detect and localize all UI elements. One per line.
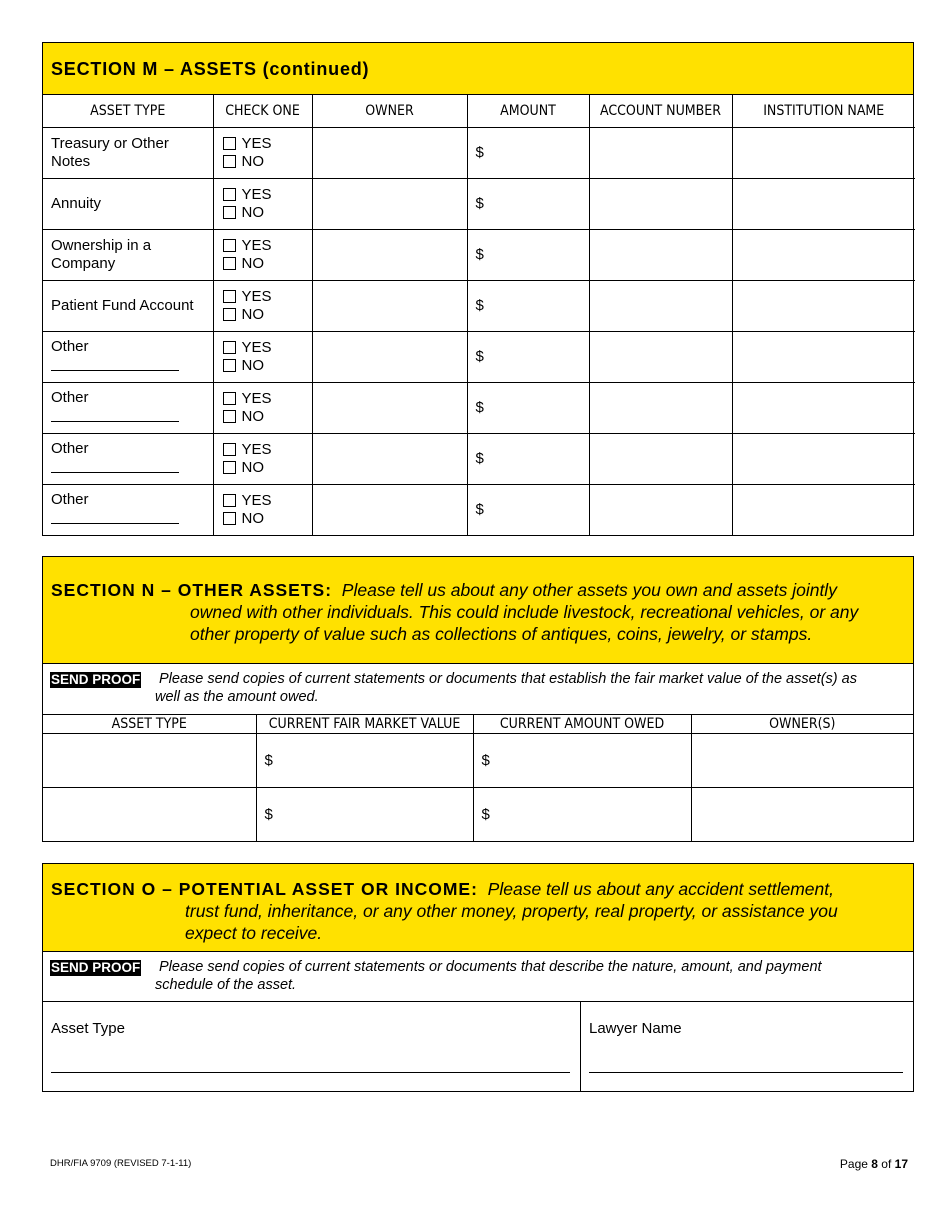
yes-option[interactable]	[223, 441, 312, 459]
asset-type-label: Asset Type	[51, 1020, 125, 1037]
section-o	[42, 863, 914, 1092]
amount-cell[interactable]: $	[467, 484, 589, 535]
no-checkbox[interactable]	[223, 461, 236, 474]
yes-option[interactable]	[223, 237, 312, 255]
yes-label: YES	[241, 491, 272, 509]
no-option[interactable]	[223, 510, 312, 528]
asset-type-line1: Other	[51, 439, 89, 457]
fair-market-value-cell[interactable]: $	[256, 733, 473, 787]
yes-option[interactable]	[223, 288, 312, 306]
no-label: NO	[241, 254, 264, 272]
lawyer-name-field[interactable]	[581, 1002, 913, 1091]
no-label: NO	[241, 509, 264, 527]
asset-type-cell	[43, 127, 213, 178]
check-one-cell	[213, 382, 312, 433]
no-option[interactable]	[223, 408, 312, 426]
no-checkbox[interactable]	[223, 257, 236, 270]
no-option[interactable]	[223, 204, 312, 222]
asset-type-cell	[43, 229, 213, 280]
assets-table-header	[43, 95, 915, 127]
lawyer-name-label: Lawyer Name	[589, 1020, 682, 1037]
section-n-text-line1: Please tell us about any other assets you own and assets jointly	[341, 580, 837, 600]
check-one-cell	[213, 280, 312, 331]
owner-cell[interactable]	[312, 382, 467, 433]
no-checkbox[interactable]	[223, 512, 236, 525]
section-o-fields	[43, 1002, 913, 1091]
owners-cell[interactable]	[691, 787, 913, 841]
section-n-proof-line2: well as the amount owed.	[155, 689, 319, 705]
no-label: NO	[241, 407, 264, 425]
owner-cell[interactable]	[312, 178, 467, 229]
check-one-cell	[213, 433, 312, 484]
other-specify-line[interactable]	[51, 356, 179, 371]
check-one-cell	[213, 178, 312, 229]
check-one-cell	[213, 484, 312, 535]
col-asset-type: ASSET TYPE	[43, 715, 256, 733]
section-n-text-line2: owned with other individuals. This could include livestock, recreational vehicles, or any	[190, 602, 859, 622]
no-checkbox[interactable]	[223, 410, 236, 423]
page-mid: of	[877, 1157, 895, 1171]
asset-type-cell	[43, 280, 213, 331]
no-checkbox[interactable]	[223, 308, 236, 321]
yes-option[interactable]	[223, 135, 312, 153]
other-specify-line[interactable]	[51, 509, 179, 524]
asset-type-line1: Ownership in a	[51, 236, 152, 254]
section-n-title: SECTION N – OTHER ASSETS:	[51, 580, 333, 600]
account-number-cell[interactable]	[589, 331, 732, 382]
table-row	[43, 229, 915, 280]
table-row	[43, 382, 915, 433]
yes-option[interactable]	[223, 186, 312, 204]
section-o-title: SECTION O – POTENTIAL ASSET OR INCOME:	[51, 879, 478, 899]
yes-label: YES	[241, 389, 272, 407]
institution-name-cell[interactable]	[732, 382, 915, 433]
amount-owed-cell[interactable]: $	[473, 733, 691, 787]
institution-name-cell[interactable]	[732, 178, 915, 229]
col-account-number: ACCOUNT NUMBER	[589, 95, 732, 127]
other-assets-header	[43, 715, 913, 733]
no-label: NO	[241, 152, 264, 170]
amount-cell[interactable]: $	[467, 433, 589, 484]
owners-cell[interactable]	[691, 733, 913, 787]
asset-type-line2: Company	[51, 254, 116, 272]
amount-cell[interactable]: $	[467, 178, 589, 229]
fair-market-value-cell[interactable]: $	[256, 787, 473, 841]
table-row	[43, 178, 915, 229]
yes-label: YES	[241, 287, 272, 305]
asset-type-cell	[43, 178, 213, 229]
section-n-proof	[43, 664, 913, 715]
section-o-text-line2: trust fund, inheritance, or any other money, property, real property, or assistance you	[185, 901, 838, 921]
no-option[interactable]	[223, 306, 312, 324]
col-owner: OWNER	[312, 95, 467, 127]
form-id: DHR/FIA 9709 (REVISED 7-1-11)	[50, 1158, 192, 1169]
account-number-cell[interactable]	[589, 433, 732, 484]
section-o-text-line1: Please tell us about any accident settlement,	[487, 879, 834, 899]
no-option[interactable]	[223, 255, 312, 273]
col-asset-type: ASSET TYPE	[43, 95, 213, 127]
section-n-text-line3: other property of value such as collections of antiques, coins, jewelry, or stamps.	[190, 624, 813, 644]
amount-cell[interactable]: $	[467, 331, 589, 382]
asset-type-line1: Other	[51, 490, 89, 508]
asset-type-field[interactable]	[43, 1002, 581, 1091]
page-prefix: Page	[839, 1157, 872, 1171]
asset-type-cell[interactable]	[43, 733, 256, 787]
owner-cell[interactable]	[312, 331, 467, 382]
no-checkbox[interactable]	[223, 359, 236, 372]
table-row	[43, 733, 913, 787]
asset-type-line1: Other	[51, 388, 89, 406]
no-label: NO	[241, 356, 264, 374]
section-m	[42, 42, 914, 536]
amount-cell[interactable]: $	[467, 280, 589, 331]
yes-label: YES	[241, 134, 272, 152]
account-number-cell[interactable]	[589, 484, 732, 535]
yes-option[interactable]	[223, 339, 312, 357]
account-number-cell[interactable]	[589, 280, 732, 331]
yes-checkbox[interactable]	[223, 137, 236, 150]
no-label: NO	[241, 458, 264, 476]
account-number-cell[interactable]	[589, 229, 732, 280]
section-m-title: SECTION M – ASSETS (continued)	[43, 43, 913, 95]
account-number-cell[interactable]	[589, 127, 732, 178]
col-owners: OWNER(S)	[691, 715, 913, 733]
send-proof-badge: SEND PROOF	[51, 672, 141, 687]
asset-type-cell[interactable]	[43, 787, 256, 841]
table-row	[43, 484, 915, 535]
table-row	[43, 331, 915, 382]
owner-cell[interactable]	[312, 229, 467, 280]
table-row	[43, 127, 915, 178]
yes-checkbox[interactable]	[223, 494, 236, 507]
amount-cell[interactable]: $	[467, 229, 589, 280]
account-number-cell[interactable]	[589, 178, 732, 229]
institution-name-cell[interactable]	[732, 484, 915, 535]
yes-checkbox[interactable]	[223, 341, 236, 354]
no-label: NO	[241, 203, 264, 221]
owner-cell[interactable]	[312, 433, 467, 484]
col-fair-market-value: CURRENT FAIR MARKET VALUE	[256, 715, 473, 733]
institution-name-cell[interactable]	[732, 433, 915, 484]
yes-checkbox[interactable]	[223, 239, 236, 252]
owner-cell[interactable]	[312, 280, 467, 331]
section-n	[42, 556, 914, 842]
section-o-header	[43, 864, 913, 952]
yes-checkbox[interactable]	[223, 290, 236, 303]
asset-type-line1: Treasury or Other	[51, 134, 169, 152]
asset-type-line1: Patient Fund Account	[51, 296, 194, 314]
asset-type-cell	[43, 433, 213, 484]
col-amount: AMOUNT	[467, 95, 589, 127]
yes-option[interactable]	[223, 390, 312, 408]
institution-name-cell[interactable]	[732, 229, 915, 280]
other-specify-line[interactable]	[51, 407, 179, 422]
no-option[interactable]	[223, 357, 312, 375]
page-number	[840, 1157, 908, 1171]
col-amount-owed: CURRENT AMOUNT OWED	[473, 715, 691, 733]
table-row	[43, 280, 915, 331]
col-institution-name: INSTITUTION NAME	[732, 95, 915, 127]
amount-cell[interactable]: $	[467, 127, 589, 178]
asset-type-line[interactable]	[51, 1072, 570, 1073]
asset-type-line1: Annuity	[51, 194, 102, 212]
yes-label: YES	[241, 338, 272, 356]
table-row	[43, 787, 913, 841]
no-checkbox[interactable]	[223, 155, 236, 168]
institution-name-cell[interactable]	[732, 331, 915, 382]
no-label: NO	[241, 305, 264, 323]
section-n-header	[43, 557, 913, 664]
yes-checkbox[interactable]	[223, 188, 236, 201]
check-one-cell	[213, 229, 312, 280]
page-current: 8	[871, 1157, 878, 1171]
section-o-text-line3: expect to receive.	[185, 923, 323, 943]
institution-name-cell[interactable]	[732, 280, 915, 331]
section-o-proof-line2: schedule of the asset.	[155, 977, 297, 993]
section-o-proof-line1: Please send copies of current statements or documents that describe the nature, amount, and payment	[159, 959, 822, 975]
check-one-cell	[213, 331, 312, 382]
other-assets-table	[43, 715, 913, 841]
send-proof-badge: SEND PROOF	[51, 960, 141, 975]
asset-type-cell	[43, 484, 213, 535]
account-number-cell[interactable]	[589, 382, 732, 433]
table-row	[43, 433, 915, 484]
owner-cell[interactable]	[312, 484, 467, 535]
lawyer-name-line[interactable]	[589, 1072, 903, 1073]
yes-checkbox[interactable]	[223, 392, 236, 405]
section-o-proof	[43, 952, 913, 1002]
no-option[interactable]	[223, 459, 312, 477]
institution-name-cell[interactable]	[732, 127, 915, 178]
other-specify-line[interactable]	[51, 458, 179, 473]
yes-checkbox[interactable]	[223, 443, 236, 456]
yes-label: YES	[241, 185, 272, 203]
page-total: 17	[894, 1157, 908, 1171]
yes-label: YES	[241, 236, 272, 254]
asset-type-cell	[43, 382, 213, 433]
section-n-proof-line1: Please send copies of current statements or documents that establish the fair market value of the asset(s) as	[159, 671, 857, 687]
no-option[interactable]	[223, 153, 312, 171]
check-one-cell	[213, 127, 312, 178]
asset-type-cell	[43, 331, 213, 382]
assets-table	[43, 95, 915, 535]
no-checkbox[interactable]	[223, 206, 236, 219]
asset-type-line1: Other	[51, 337, 89, 355]
yes-label: YES	[241, 440, 272, 458]
amount-cell[interactable]: $	[467, 382, 589, 433]
col-check-one: CHECK ONE	[213, 95, 312, 127]
owner-cell[interactable]	[312, 127, 467, 178]
amount-owed-cell[interactable]: $	[473, 787, 691, 841]
yes-option[interactable]	[223, 492, 312, 510]
asset-type-line2: Notes	[51, 152, 91, 170]
